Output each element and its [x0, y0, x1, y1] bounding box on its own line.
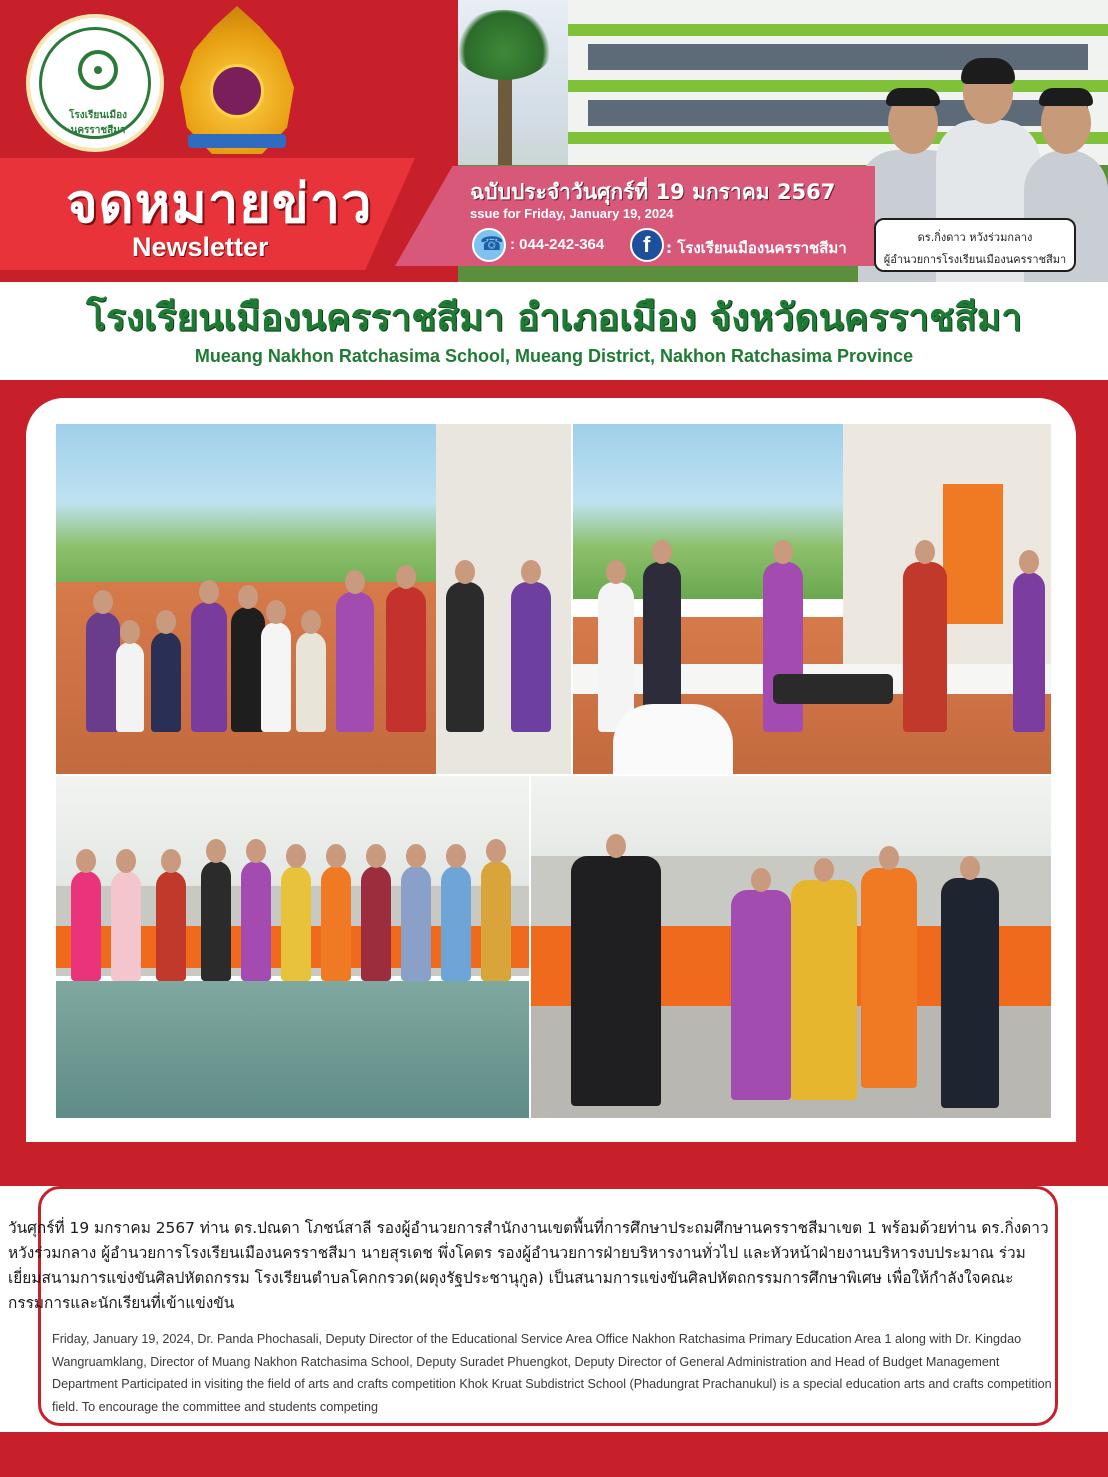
issue-date-th: ฉบับประจำวันศุกร์ที่ 19 มกราคม 2567	[470, 180, 836, 204]
newsletter-header	[0, 0, 1108, 282]
phone-icon	[472, 228, 506, 262]
dharma-wheel-icon	[78, 50, 118, 90]
article-body-th: วันศุกร์ที่ 19 มกราคม 2567 ท่าน ดร.ปณดา โภชน์สาลี รองผู้อำนวยการสำนักงานเขตพื้นที่การศึกษาประถมศึกษานครราชสีมาเขต 1 พร้อมด้วยท่าน ดร.กิ่งดาว หวังร่วมกลาง ผู้อำนวยการโรงเรียนเมืองนครราชสีมา นายสุรเดช พึ่งโคตร รองผู้อำนวยการฝ่ายบริหารงานทั่วไป และหัวหน้าฝ่ายงานบริหารงบประมาณ ร่วมเยี่ยมสนามการแข่งขันศิลปหัตถกรรม โรงเรียนตำบลโคกกรวด(ผดุงรัฐประชานุกูล) เป็นสนามการแข่งขันศิลปหัตถกรรมการศึกษาพิเศษ เพื่อให้กำลังใจคณะกรรมการและนักเรียนที่เข้าแข่งขัน	[8, 1219, 1049, 1312]
school-logo-text: โรงเรียนเมืองนครราชสีมา	[68, 110, 127, 136]
photo-court-group	[56, 776, 529, 1118]
director-role: ผู้อำนวยการโรงเรียนเมืองนครราชสีมา	[883, 253, 1067, 266]
building-band	[568, 24, 1108, 36]
school-name-th: โรงเรียนเมืองนครราชสีมา อำเภอเมือง จังหวัดนครราชสีมา	[86, 296, 1022, 339]
school-logo	[26, 14, 164, 152]
photo-group-mural	[56, 424, 571, 774]
newsletter-title-en: Newsletter	[132, 232, 269, 262]
building-windows	[588, 44, 1088, 70]
newsletter-title-th: จดหมายข่าว	[66, 172, 373, 235]
palm-tree	[498, 40, 512, 180]
photo-greeting	[531, 776, 1051, 1118]
article-body-en: Friday, January 19, 2024, Dr. Panda Phochasali, Deputy Director of the Educational Service Area Office Nakhon Ratchasima Primary Education Area 1 along with Dr. Kingdao Wangruamklang, Director of Muang Nakhon Ratchasima School, Deputy Suradet Phuengkot, Deputy Director of General Administration and Head of Budget Management Department Participated in visiting the field of arts and crafts competition Khok Kruat Subdistrict School (Phadungrat Prachanukul) is a special education arts and crafts competition field. To encourage the committee and students competing	[52, 1332, 1052, 1414]
issue-date-en: ssue for Friday, January 19, 2024	[470, 206, 674, 221]
director-caption	[874, 218, 1076, 272]
building-band	[568, 80, 1108, 92]
director-name: ดร.กิ่งดาว หวังร่วมกลาง	[917, 231, 1033, 244]
photo-collage-card	[26, 398, 1076, 1142]
photo-visit-tables	[573, 424, 1051, 774]
phone-number: : 044-242-364	[510, 236, 605, 253]
facebook-icon	[630, 228, 664, 262]
facebook-page: : โรงเรียนเมืองนครราชสีมา	[666, 239, 847, 257]
school-name-en: Mueang Nakhon Ratchasima School, Mueang District, Nakhon Ratchasima Province	[194, 346, 914, 366]
education-emblem	[180, 6, 294, 154]
